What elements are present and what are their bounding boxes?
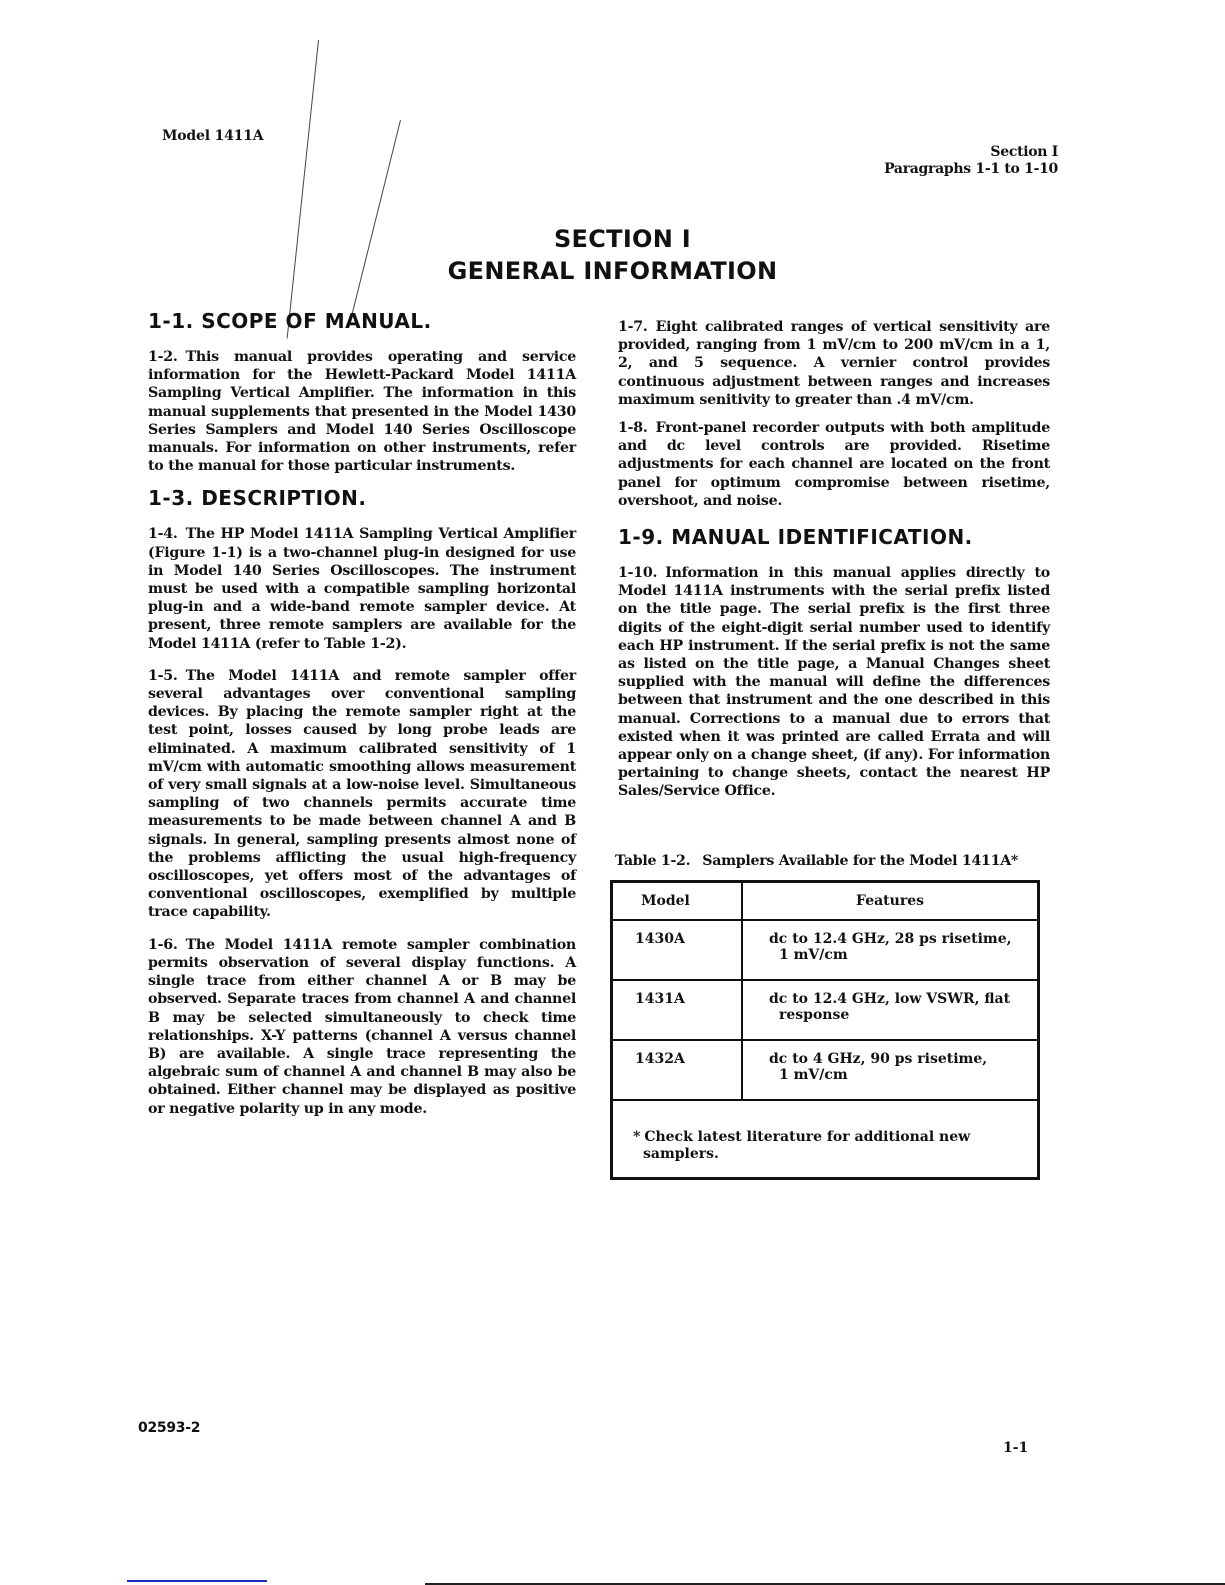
section-title bbox=[0, 223, 1225, 287]
cell-model: 1430A bbox=[612, 920, 743, 980]
document-code: 02593-2 bbox=[138, 1420, 201, 1436]
right-column bbox=[618, 318, 1050, 801]
table-row bbox=[612, 920, 1039, 980]
column-header-features: Features bbox=[742, 882, 1039, 921]
paragraph-number: 1-8. bbox=[618, 420, 648, 437]
paragraph-number: 1-2. bbox=[148, 349, 178, 365]
paragraph-number: 1-10. bbox=[618, 565, 658, 582]
column-header-model: Model bbox=[612, 882, 743, 921]
paragraph-text: The Model 1411A remote sampler combination permits observation of several display functions. A single trace from either channel A or B may be observed. Separate traces from channel A and channel B may be selected simultaneously to check time relationships. X-Y patterns (channel A versus channel B) are available. A single trace representing the algebraic sum of channel A and channel B may also be obtained. Either channel may be displayed as positive or negative polarity up in any mode. bbox=[148, 936, 576, 1117]
heading-description: 1-3. DESCRIPTION. bbox=[148, 486, 367, 511]
cell-model: 1431A bbox=[612, 980, 743, 1040]
paragraph-1-4 bbox=[148, 525, 576, 652]
paragraph-1-10 bbox=[618, 564, 1050, 801]
heading-manual-identification: 1-9. MANUAL IDENTIFICATION. bbox=[618, 525, 973, 550]
paragraph-text: This manual provides operating and service information for the Hewlett-Packard Model 1411A Sampling Vertical Amplifier. The information in this manual supplements that presented in the Model 1430 Series Samplers and Model 140 Series Oscilloscope manuals. For information on other instruments, refer to the manual for those particular instruments. bbox=[148, 349, 576, 475]
paragraph-text: The Model 1411A and remote sampler offer several advantages over conventional sampling devices. By placing the remote sampler right at the test point, losses caused by long probe leads are eliminated. A maximum calibrated sensitivity of 1 mV/cm with automatic smoothing allows measurement of very small signals at a low-noise level. Simultaneous sampling of two channels permits accurate time measurements to be made between channel A and B signals. In general, sampling presents almost none of the problems afflicting the usual high-frequency oscilloscopes, yet offers most of the advantages of conventional oscilloscopes, exemplified by multiple trace capability. bbox=[148, 667, 576, 921]
table-footnote-row bbox=[612, 1100, 1039, 1179]
footnote-text: Check latest literature for additional new samplers. bbox=[643, 1129, 971, 1162]
paragraph-text: Front-panel recorder outputs with both amplitude and dc level controls are provided. Risetime adjustments for each channel are located on the front panel for optimum compromise between risetime, overshoot, and noise. bbox=[618, 420, 1050, 509]
features-line: 1 mV/cm bbox=[779, 947, 848, 963]
table-caption bbox=[615, 853, 1018, 869]
cell-model: 1432A bbox=[612, 1040, 743, 1100]
paragraph-1-8 bbox=[618, 419, 1050, 510]
paragraph-1-2 bbox=[148, 348, 576, 475]
header-model: Model 1411A bbox=[162, 128, 264, 144]
table-header-row bbox=[612, 882, 1039, 921]
cell-features bbox=[742, 1040, 1039, 1100]
table-footnote bbox=[612, 1100, 1039, 1179]
paragraph-text: Eight calibrated ranges of vertical sensitivity are provided, ranging from 1 mV/cm to 200 mV/cm in a 1, 2, and 5 sequence. A vernier control provides continuous adjustment between ranges and increases maximum senitivity to greater than .4 mV/cm. bbox=[618, 319, 1050, 408]
left-column bbox=[148, 308, 576, 1118]
features-line: dc to 12.4 GHz, 28 ps risetime, bbox=[769, 931, 1012, 947]
footnote-marker: * bbox=[633, 1129, 641, 1145]
features-line: dc to 12.4 GHz, low VSWR, flat bbox=[769, 991, 1011, 1007]
section-number: SECTION I bbox=[553, 225, 692, 253]
features-line: response bbox=[779, 1007, 850, 1023]
paragraph-text: Information in this manual applies directly to Model 1411A instruments with the serial prefix listed on the title page. The serial prefix is the first three digits of the eight-digit serial number used to identify each HP instrument. If the serial prefix is not the same as listed on the title page, a Manual Changes sheet supplied with the manual will define the differences between that instrument and the one described in this manual. Corrections to a manual due to errors that existed when it was printed are called Errata and will appear only on a change sheet, (if any). For information pertaining to change sheets, contact the nearest HP Sales/Service Office. bbox=[618, 565, 1050, 800]
section-name: GENERAL INFORMATION bbox=[447, 257, 778, 285]
samplers-table bbox=[610, 880, 1040, 1180]
scan-artifact-line bbox=[287, 40, 319, 338]
paragraph-number: 1-4. bbox=[148, 526, 178, 543]
paragraph-1-7 bbox=[618, 318, 1050, 409]
table-row bbox=[612, 980, 1039, 1040]
table-title: Samplers Available for the Model 1411A* bbox=[702, 853, 1019, 869]
scan-artifact-line bbox=[349, 120, 401, 324]
heading-scope-of-manual: 1-1. SCOPE OF MANUAL. bbox=[148, 309, 432, 333]
paragraph-1-5 bbox=[148, 667, 576, 922]
header-paragraphs: Paragraphs 1-1 to 1-10 bbox=[884, 161, 1058, 177]
header-section: Section I bbox=[990, 144, 1058, 160]
cell-features bbox=[742, 920, 1039, 980]
paragraph-number: 1-5. bbox=[148, 667, 178, 684]
scan-edge-line bbox=[127, 1580, 267, 1582]
paragraph-1-6 bbox=[148, 936, 576, 1118]
cell-features bbox=[742, 980, 1039, 1040]
paragraph-number: 1-7. bbox=[618, 319, 648, 335]
paragraph-text: The HP Model 1411A Sampling Vertical Amplifier (Figure 1-1) is a two-channel plug-in designed for use in Model 140 Series Oscilloscopes. The instrument must be used with a compatible sampling horizontal plug-in and a wide-band remote sampler device. At present, three remote samplers are available for the Model 1411A (refer to Table 1-2). bbox=[148, 526, 576, 652]
table-row bbox=[612, 1040, 1039, 1100]
paragraph-number: 1-6. bbox=[148, 936, 178, 953]
features-line: dc to 4 GHz, 90 ps risetime, bbox=[769, 1051, 988, 1067]
page-number: 1-1 bbox=[1003, 1440, 1029, 1456]
features-line: 1 mV/cm bbox=[779, 1067, 848, 1083]
table-number: Table 1-2. bbox=[615, 853, 691, 869]
header-section-info bbox=[884, 144, 1058, 178]
